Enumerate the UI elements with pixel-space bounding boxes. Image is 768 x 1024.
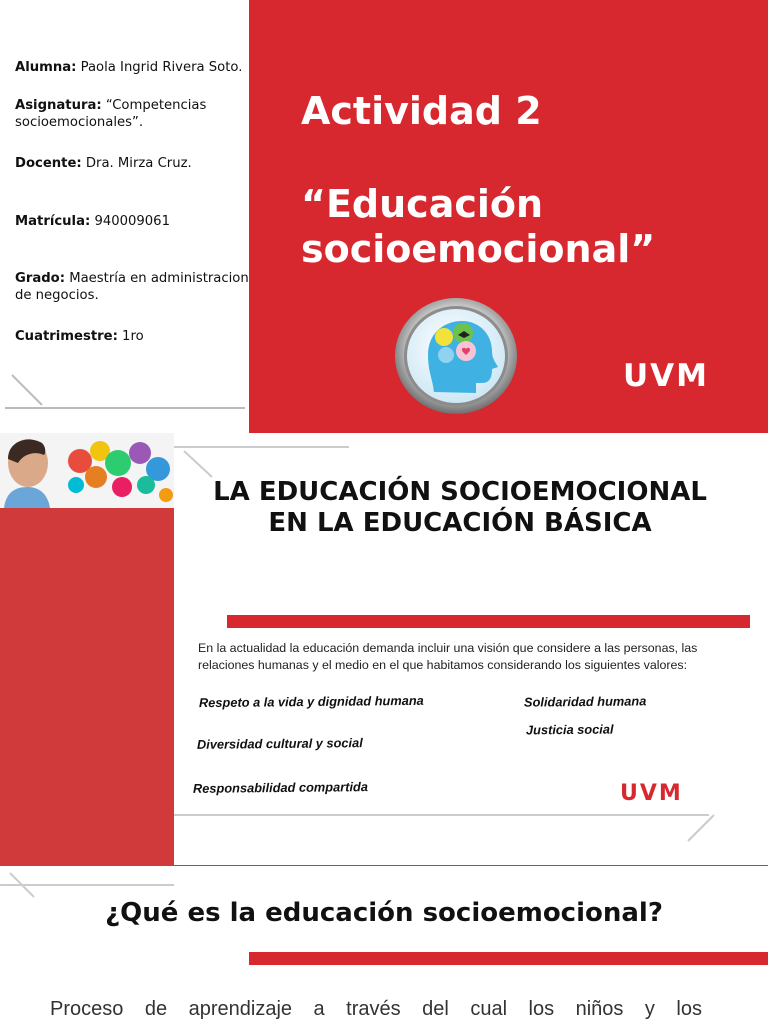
info-docente: Docente: Dra. Mirza Cruz. xyxy=(15,156,192,171)
red-divider-bar xyxy=(249,952,768,965)
head-emotions-icon xyxy=(394,297,518,415)
info-matricula: Matrícula: 940009061 xyxy=(15,214,170,229)
info-grado: Grado: Maestría en administracion de negocios. xyxy=(15,271,249,303)
slide3-body: Proceso de aprendizaje a través del cual los niños y los xyxy=(50,998,702,1020)
info-cuatrimestre: Cuatrimestre: 1ro xyxy=(15,329,144,344)
slide-separator xyxy=(0,865,768,866)
slide2-red-panel xyxy=(0,508,174,865)
child-profile-icon xyxy=(0,433,174,508)
uvm-logo: UVM xyxy=(620,781,683,806)
slide-que-es xyxy=(0,865,768,1024)
value-diversidad: Diversidad cultural y social xyxy=(196,735,363,752)
value-respeto: Respeto a la vida y dignidad humana xyxy=(198,692,424,711)
decorative-lines xyxy=(0,370,250,420)
slide2-title: LA EDUCACIÓN SOCIOEMOCIONAL EN LA EDUCACIÓN BÁSICA xyxy=(213,477,707,538)
info-asignatura: Asignatura: “Competencias socioemocionales”. xyxy=(15,98,207,130)
slide2-intro: En la actualidad la educación demanda incluir una visión que considere a las personas, las relaciones humanas y el medio en el que habitamos considerando los siguientes valores: xyxy=(198,641,698,672)
cover-subtitle: “Educación socioemocional” xyxy=(301,182,656,271)
value-justicia: Justicia social xyxy=(525,721,614,738)
slide3-title: ¿Qué es la educación socioemocional? xyxy=(105,898,663,928)
uvm-logo: UVM xyxy=(623,358,710,394)
slide-educacion-basica xyxy=(0,433,768,865)
value-solidaridad: Solidaridad humana xyxy=(523,693,647,710)
slide-cover xyxy=(0,0,768,433)
cover-title: Actividad 2 xyxy=(301,89,542,133)
decorative-lines xyxy=(174,803,768,865)
info-alumna: Alumna: Paola Ingrid Rivera Soto. xyxy=(15,60,243,75)
child-gears-image xyxy=(0,433,174,508)
red-divider-bar xyxy=(227,615,750,628)
value-responsabilidad: Responsabilidad compartida xyxy=(192,779,369,796)
